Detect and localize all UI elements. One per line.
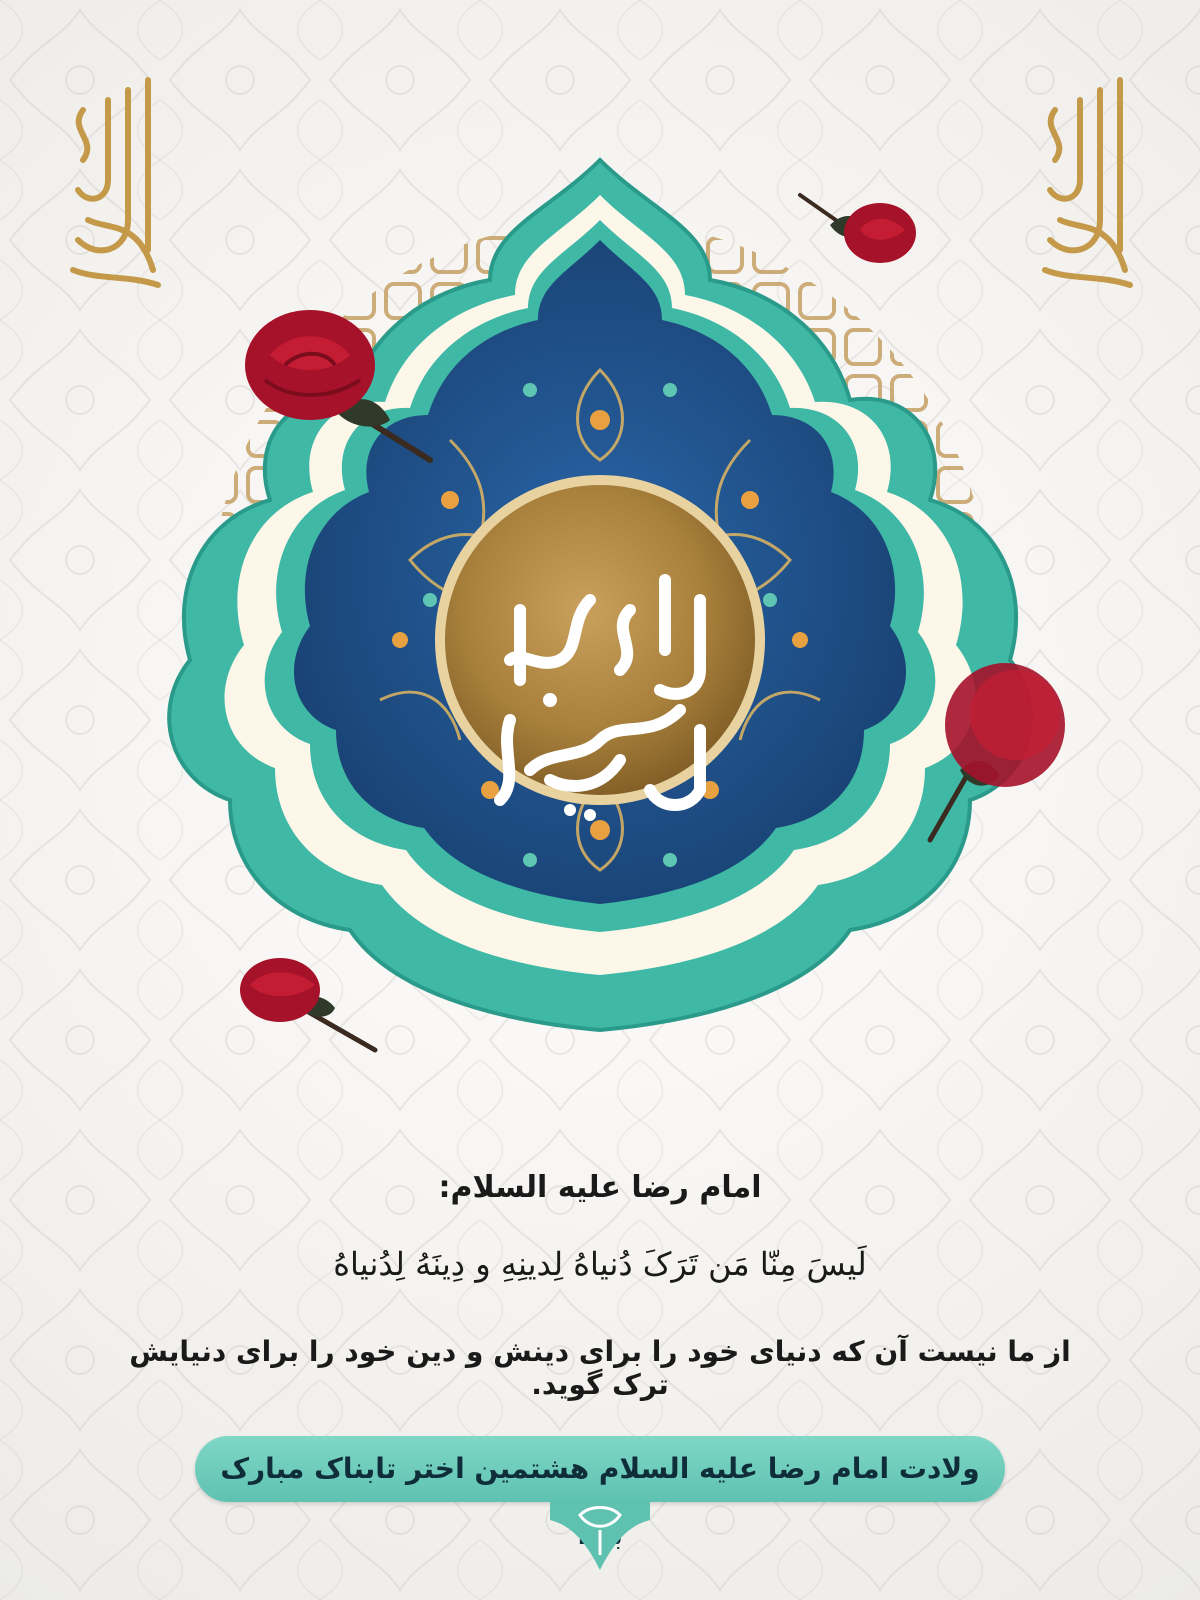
rose-right	[920, 650, 1080, 850]
rose-top-left	[240, 300, 440, 470]
rose-top-right	[790, 185, 920, 275]
attribution-heading: امام رضا علیه السلام:	[438, 1170, 762, 1205]
arabic-hadith-quote: لَیسَ مِنّا مَن تَرَکَ دُنیاهُ لِدینِهِ و دِینَهُ لِدُنیاهُ	[333, 1245, 867, 1283]
rose-bottom-left	[235, 950, 385, 1060]
greeting-banner	[195, 1436, 1005, 1502]
center-calligraphy	[450, 540, 750, 840]
bottom-ornament	[550, 1500, 650, 1570]
persian-translation: از ما نیست آن که دنیای خود را برای دینش و دین خود را برای دنیایش ترک گوید.	[129, 1335, 1071, 1401]
greeting-text: ولادت امام رضا علیه السلام هشتمین اختر تابناک مبارک	[220, 1452, 980, 1485]
